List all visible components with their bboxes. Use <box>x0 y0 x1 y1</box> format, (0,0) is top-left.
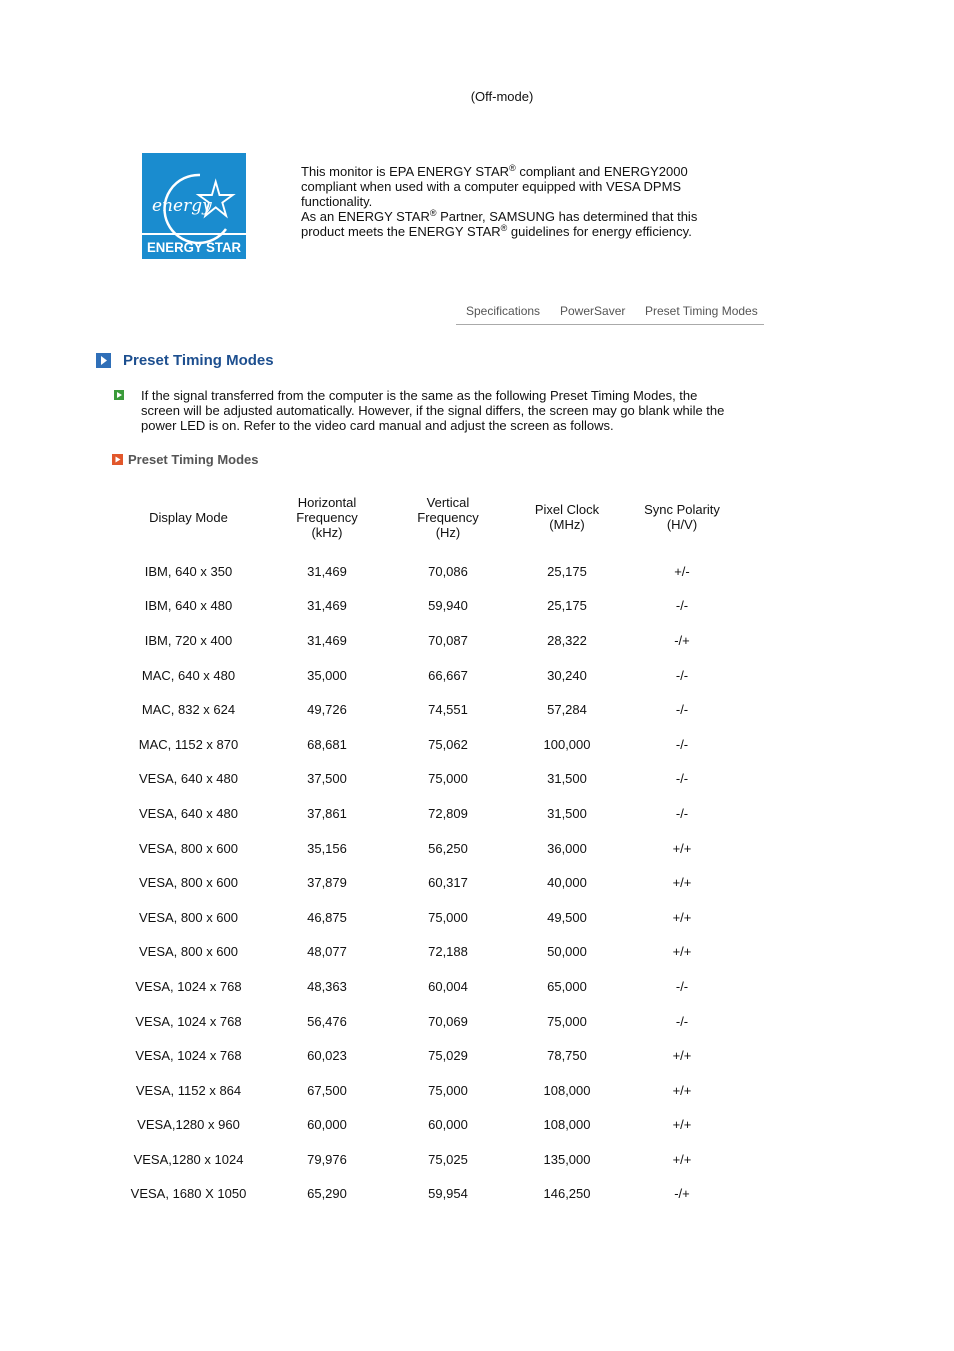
preset-timing-table <box>118 488 731 1211</box>
tab-specifications[interactable]: Specifications <box>466 304 541 318</box>
registered-mark: ® <box>509 163 516 173</box>
table-row: IBM, 640 x 480 31,469 59,940 25,175 -/- <box>144 598 689 614</box>
table-row: IBM, 640 x 350 31,469 70,086 25,175 +/- <box>144 563 690 579</box>
table-row: MAC, 640 x 480 35,000 66,667 30,240 -/- <box>141 667 689 683</box>
svg-text:energy: energy <box>152 196 212 216</box>
tab-preset-timing-modes[interactable]: Preset Timing Modes <box>645 304 758 318</box>
tab-powersaver[interactable]: PowerSaver <box>560 304 626 318</box>
table-row: VESA,1280 x 960 60,000 60,000 108,000 +/+ <box>137 1117 692 1133</box>
section-tabs <box>456 302 764 325</box>
svg-text:ENERGY STAR: ENERGY STAR <box>147 240 242 255</box>
table-row: VESA, 800 x 600 48,077 72,188 50,000 +/+ <box>138 944 692 960</box>
table-row: VESA, 640 x 480 37,861 72,809 31,500 -/- <box>138 805 689 821</box>
energy-star-logo <box>142 153 246 259</box>
table-row: VESA,1280 x 1024 79,976 75,025 135,000 +/+ <box>133 1151 692 1167</box>
off-mode-label: (Off-mode) <box>470 89 534 104</box>
table-row: VESA, 1024 x 768 56,476 70,069 75,000 -/- <box>135 1013 689 1029</box>
sub-section-title: Preset Timing Modes <box>128 452 259 467</box>
table-row: VESA, 1024 x 768 48,363 60,004 65,000 -/- <box>135 978 689 994</box>
table-row: VESA, 800 x 600 46,875 75,000 49,500 +/+ <box>138 909 692 925</box>
play-arrow-icon <box>96 353 111 368</box>
table-row: IBM, 720 x 400 31,469 70,087 28,322 -/+ <box>144 632 690 648</box>
table-row: MAC, 1152 x 870 68,681 75,062 100,000 -/- <box>138 736 689 752</box>
table-row: VESA, 640 x 480 37,500 75,000 31,500 -/- <box>138 771 689 787</box>
header-pixel-clock: Pixel Clock (MHz) <box>534 502 600 532</box>
table-row: VESA, 1680 X 1050 65,290 59,954 146,250 -/+ <box>130 1186 690 1202</box>
header-sync-polarity: Sync Polarity (H/V) <box>644 502 720 532</box>
section-title: Preset Timing Modes <box>123 352 274 369</box>
bullet-icon <box>114 390 124 400</box>
table-row: VESA, 1024 x 768 60,023 75,029 78,750 +/+ <box>135 1048 692 1064</box>
energy-star-statement: This monitor is EPA ENERGY STAR® compliant and ENERGY2000 compliant when used with a computer equipped with VESA DPMS functionality. As an ENERGY STAR® Partner, SAMSUNG has determined that this product meets the ENERGY STAR® guidelines for energy efficiency. <box>301 163 698 239</box>
table-row: VESA, 1152 x 864 67,500 75,000 108,000 +/+ <box>135 1082 692 1098</box>
header-vertical-frequency: Vertical Frequency (Hz) <box>417 494 479 540</box>
table-row: VESA, 800 x 600 35,156 56,250 36,000 +/+ <box>138 840 692 856</box>
table-header-row <box>118 488 731 546</box>
registered-mark: ® <box>500 223 508 233</box>
header-horizontal-frequency: Horizontal Frequency (kHz) <box>296 494 358 540</box>
intro-paragraph: If the signal transferred from the computer is the same as the following Preset Timing Modes, the screen will be adjusted automatically. However, if the signal differs, the screen may go blank while the power LED is on. Refer to the video card manual and adjust the screen as follows. <box>141 388 725 433</box>
header-display-mode: Display Mode <box>149 509 228 525</box>
registered-mark: ® <box>429 208 437 218</box>
table-row: MAC, 832 x 624 49,726 74,551 57,284 -/- <box>141 702 689 718</box>
table-row: VESA, 800 x 600 37,879 60,317 40,000 +/+ <box>138 875 692 891</box>
sub-arrow-icon <box>112 454 123 465</box>
